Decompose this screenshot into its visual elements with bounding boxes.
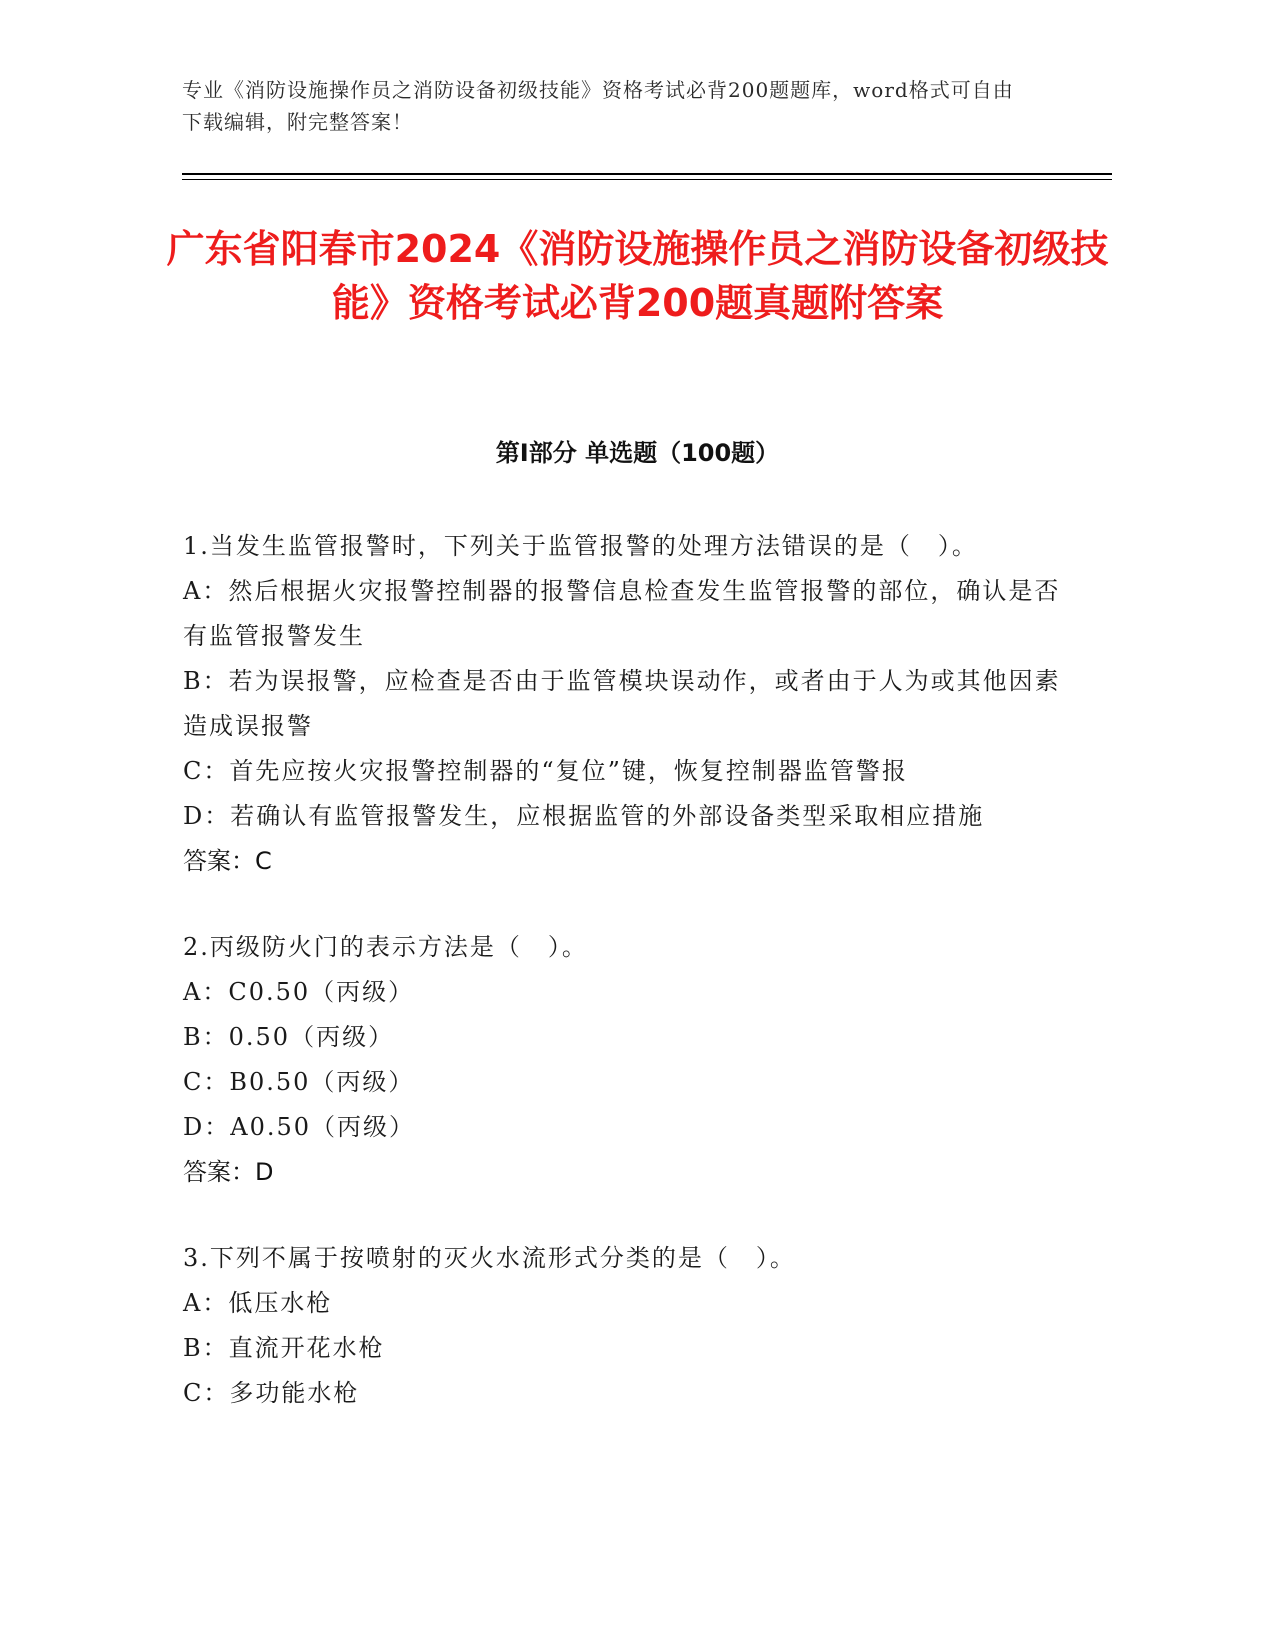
header-rule-thin: [182, 179, 1112, 180]
header-rule-thick: [182, 173, 1112, 175]
question-stem: 1.当发生监管报警时，下列关于监管报警的处理方法错误的是（ ）。: [183, 532, 978, 560]
option-a: A：C0.50（丙级）: [183, 978, 415, 1006]
question-2: [183, 925, 1063, 1194]
answer: 答案：C: [183, 847, 272, 875]
header-note: 专业《消防设施操作员之消防设备初级技能》资格考试必背200题题库，word格式可自由下载编辑，附完整答案！: [182, 78, 1014, 134]
question-stem: 2.丙级防火门的表示方法是（ ）。: [183, 933, 588, 961]
question-1: [183, 524, 1063, 883]
option-d: D：若确认有监管报警发生，应根据监管的外部设备类型采取相应措施: [183, 802, 985, 830]
question-stem: 3.下列不属于按喷射的灭火水流形式分类的是（ ）。: [183, 1244, 796, 1272]
option-c: C：多功能水枪: [183, 1379, 360, 1407]
option-c: C：首先应按火灾报警控制器的“复位”键，恢复控制器监管警报: [183, 757, 908, 785]
section-title: 第I部分 单选题（100题）: [495, 439, 780, 467]
document-title: 广东省阳春市2024《消防设施操作员之消防设备初级技能》资格考试必背200题真题附答案: [166, 227, 1109, 325]
option-a: A：低压水枪: [183, 1289, 333, 1317]
option-b: B：直流开花水枪: [183, 1334, 385, 1362]
question-3: [183, 1236, 1063, 1416]
option-a: A：然后根据火灾报警控制器的报警信息检查发生监管报警的部位，确认是否有监管报警发生: [183, 577, 1061, 650]
option-c: C：B0.50（丙级）: [183, 1068, 415, 1096]
option-d: D：A0.50（丙级）: [183, 1113, 416, 1141]
question-list: [183, 524, 1063, 1458]
option-b: B：0.50（丙级）: [183, 1023, 395, 1051]
option-b: B：若为误报警，应检查是否由于监管模块误动作，或者由于人为或其他因素造成误报警: [183, 667, 1061, 740]
answer: 答案：D: [183, 1158, 274, 1186]
